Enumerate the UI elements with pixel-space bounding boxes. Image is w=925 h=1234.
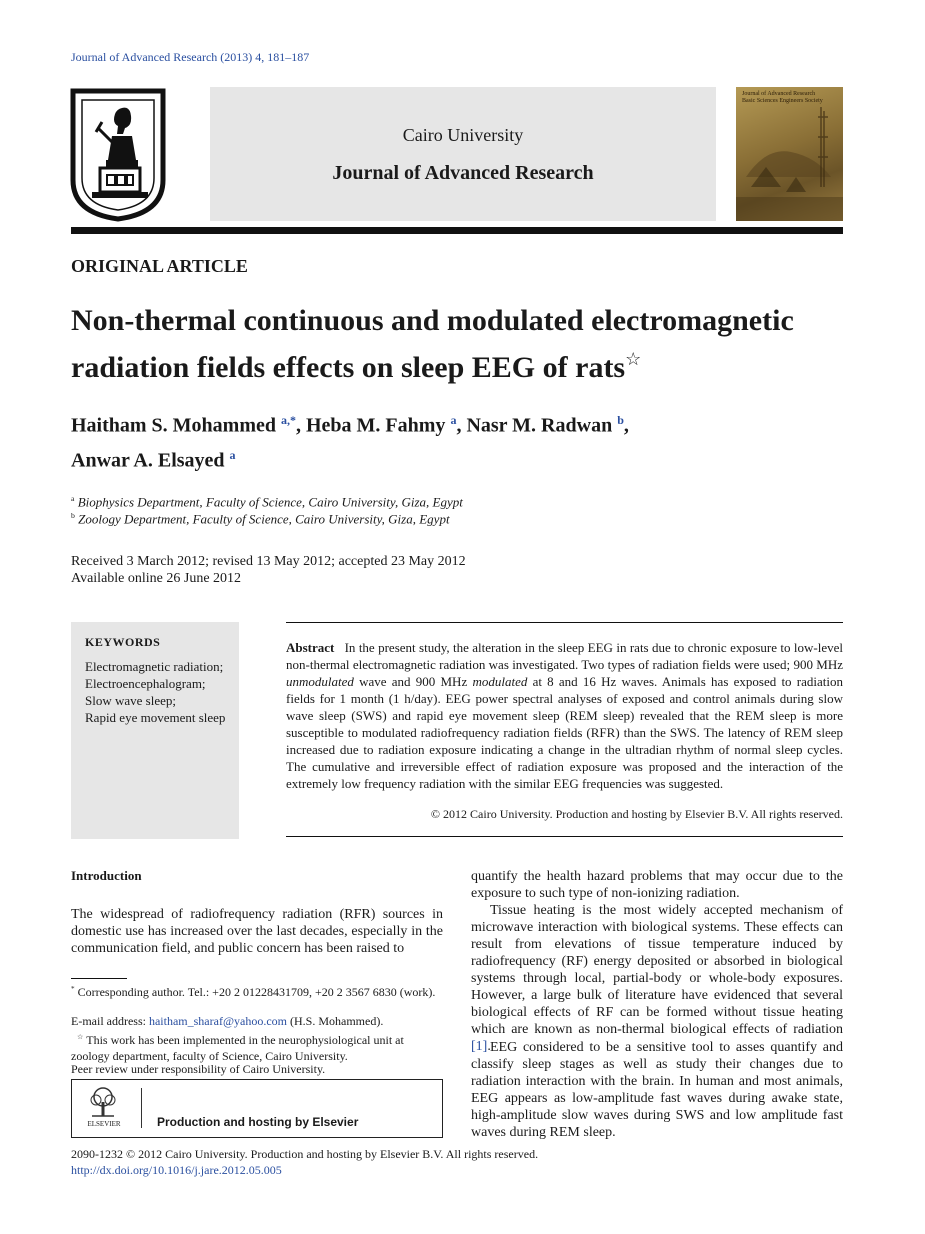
intro-right-paragraph-1: quantify the health hazard problems that may occur due to the exposure to such type of non-ionizing radiation. [471, 869, 843, 901]
affiliation-mark: a [71, 494, 75, 503]
abstract-top-rule [286, 622, 843, 623]
journal-reference[interactable] [71, 50, 309, 65]
email-suffix: (H.S. Mohammed). [287, 1014, 384, 1028]
intro-right-paragraph-2 [471, 902, 843, 1055]
intro-paragraph-1: The widespread of radiofrequency radiation (RFR) sources in domestic use has increased over the last decades, especially in the communication field, and public concern has been raised to [71, 907, 443, 956]
paragraph-end: . [487, 1039, 491, 1054]
header-divider [71, 227, 843, 234]
author-separator: , [296, 414, 306, 437]
footnote-rule [71, 978, 127, 979]
keyword-item: Electroencephalogram; [85, 676, 206, 691]
abstract-emphasis-modulated: modulated [472, 674, 528, 689]
author-list [71, 406, 843, 475]
issn-copyright-line: 2090-1232 © 2012 Cairo University. Production and hosting by Elsevier B.V. All rights reserved. [71, 1147, 539, 1161]
keyword-item: Electromagnetic radiation; [85, 659, 224, 674]
affiliation-b [71, 511, 450, 527]
journal-ref-prefix[interactable]: Journal of Advanced Research (2013) [71, 50, 256, 64]
author-name[interactable]: Heba M. Fahmy [306, 414, 446, 437]
article-title [71, 302, 843, 387]
abstract-label: Abstract [286, 640, 335, 655]
journal-name: Journal of Advanced Research [332, 162, 594, 184]
abstract-part-2: wave and 900 MHz [353, 674, 473, 689]
citation-link[interactable]: [1] [471, 1039, 488, 1054]
author-affiliation-mark[interactable]: a [450, 413, 457, 427]
footnote-text: This work has been implemented in the neurophysiological unit at zoology department, faculty of Science, Cairo University. [71, 1033, 404, 1063]
email-label: E-mail address: [71, 1014, 149, 1028]
cairo-university-seal-logo [70, 88, 166, 222]
author-name[interactable]: Nasr M. Radwan [466, 414, 613, 437]
section-label: ORIGINAL ARTICLE [71, 256, 248, 276]
title-line-1: Non-thermal continuous and modulated electromagnetic [71, 304, 794, 337]
author-affiliation-mark[interactable]: a,* [281, 413, 296, 427]
funding-footnote [71, 1029, 443, 1064]
affiliation-text: Biophysics Department, Faculty of Science, Cairo University, Giza, Egypt [77, 494, 463, 510]
corresponding-author-footnote [71, 981, 443, 1000]
abstract-text [286, 639, 843, 792]
title-line-2-text: radiation fields effects on sleep EEG of rats [71, 351, 626, 384]
elsevier-box [71, 1079, 443, 1138]
title-line-2 [71, 340, 843, 387]
paragraph-text: Tissue heating is the most widely accepted mechanism of microwave interaction with biological systems. These effects can result from elevations of tissue temperature induced by radiofrequency (RF) energy deposited or absorbed in biological systems through local, partial-body or whole-body exposures. However, a large bulk of literature have evidenced that several biological effects of RF can be formed without tissue heating which are known as non-thermal biological effects of radiation [471, 903, 843, 1037]
affiliation-a [71, 494, 463, 510]
introduction-heading: Introduction [71, 868, 142, 883]
cover-subtitle-text: Basic Sciences Engineers Society [742, 98, 823, 104]
keywords-list [85, 658, 225, 726]
journal-ref-pages[interactable]: , 181–187 [261, 50, 310, 64]
email-footnote [71, 1013, 443, 1029]
footnote-mark: * [71, 985, 75, 993]
abstract-part-1: In the present study, the alteration in the sleep EEG in rats due to chronic exposure to low-level non-thermal electromagnetic radiation was investigated. Two types of radiation fields were used; 900 MHz [286, 640, 844, 672]
journal-ref-volume[interactable]: 4 [255, 50, 262, 64]
authors-line-1 [71, 406, 843, 441]
abstract-copyright: © 2012 Cairo University. Production and hosting by Elsevier B.V. All rights reserved. [430, 807, 843, 821]
intro-right-paragraph-3: EEG considered to be a sensitive tool to asses quantify and classify sleep stages as well as study their changes due to radiation interaction with the brain. In human and most animals, EEG appears as low-amplitude fast waves during awake state, high-amplitude slow waves during SWS and low amplitude fast waves during REM sleep. [471, 1040, 843, 1140]
journal-cover-thumbnail[interactable] [736, 87, 843, 221]
email-link[interactable]: haitham_sharaf@yahoo.com [148, 1014, 287, 1028]
author-separator: , [456, 414, 467, 437]
header-band [210, 87, 716, 221]
available-online-date: Available online 26 June 2012 [71, 571, 242, 586]
peer-review-note: Peer review under responsibility of Cairo University. [71, 1062, 326, 1076]
author-affiliation-mark[interactable]: a [229, 447, 236, 462]
footnote-text: Corresponding author. Tel.: +20 2 01228431709, +20 2 3567 6830 (work). [77, 985, 436, 999]
doi-link[interactable]: http://dx.doi.org/10.1016/j.jare.2012.05.005 [71, 1163, 282, 1177]
cover-artwork [736, 87, 843, 221]
abstract-bottom-rule [286, 836, 843, 837]
keyword-item: Slow wave sleep; [85, 693, 176, 708]
keywords-heading: KEYWORDS [85, 635, 161, 649]
elsevier-tree-icon [86, 1086, 120, 1118]
affiliation-mark: b [71, 511, 75, 520]
elsevier-divider [141, 1088, 142, 1128]
keywords-box [71, 622, 239, 839]
university-name: Cairo University [402, 125, 524, 145]
elsevier-production-text: Production and hosting by Elsevier [157, 1115, 359, 1129]
abstract-part-3: at 8 and 16 Hz waves. Animals has exposed to radiation fields for 1 month (1 h/day). EEG power spectral analyses of exposed and control animals during slow wave sleep (SWS) and rapid eye movement sleep (REM sleep) revealed that the REM sleep is more susceptible to modulated radiofrequency radiation fields (RFR) than the SWS. The latency of REM sleep increased due to radiation exposure indicating a change in the ultradian rhythm of normal sleep cycles. The cumulative and irreversible effect of radiation exposure was proposed and the interaction of the extremely low frequency radiation with the similar EEG frequencies was suggested. [286, 674, 843, 791]
authors-line-2 [71, 441, 843, 476]
title-footnote-star[interactable]: ☆ [625, 349, 642, 369]
author-separator: , [623, 414, 629, 437]
footnote-star-mark: ☆ [77, 1033, 84, 1041]
received-dates: Received 3 March 2012; revised 13 May 2012; accepted 23 May 2012 [71, 554, 466, 569]
cover-title-text: Journal of Advanced Research [742, 91, 816, 97]
abstract-emphasis-unmodulated: unmodulated [286, 674, 354, 689]
affiliation-text: Zoology Department, Faculty of Science, Cairo University, Giza, Egypt [78, 511, 450, 527]
keyword-item: Rapid eye movement sleep [85, 710, 226, 725]
author-affiliation-mark[interactable]: b [617, 413, 624, 427]
author-name[interactable]: Anwar A. Elsayed [71, 449, 225, 472]
author-name[interactable]: Haitham S. Mohammed [71, 414, 276, 437]
elsevier-logo-word: ELSEVIER [87, 1120, 121, 1128]
